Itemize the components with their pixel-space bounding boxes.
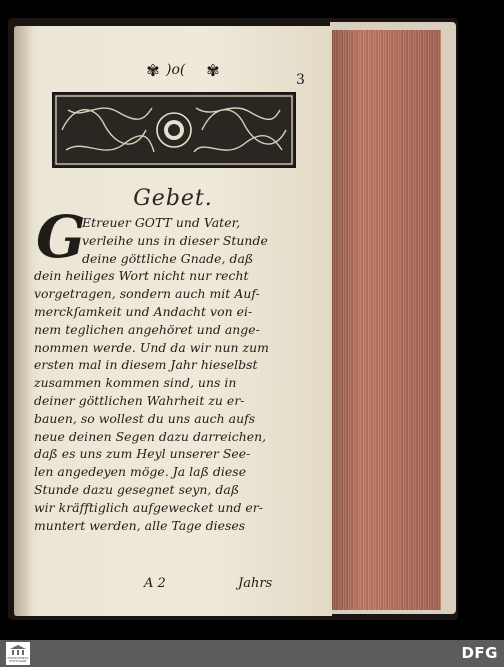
prayer-text: [34, 214, 324, 534]
woodcut-headpiece-icon: [52, 92, 296, 168]
dfg-logo[interactable]: DFG: [461, 644, 498, 662]
text-line: Stunde dazu gesegnet seyn, daß: [34, 481, 240, 497]
text-line: daß es uns zum Heyl unserer See-: [34, 446, 251, 462]
library-logo-icon[interactable]: [6, 642, 30, 665]
text-line: vorgetragen, sondern auch mit Auf-: [34, 286, 260, 302]
text-line: zusammen kommen sind, uns in: [34, 375, 237, 391]
text-line: deine göttliche Gnade, daß: [82, 250, 254, 266]
page-number: 3: [296, 72, 305, 88]
text-line: bauen, so wollest du uns auch aufs: [34, 410, 256, 426]
text-line: nommen werde. Und da wir nun zum: [34, 339, 269, 355]
text-line: ersten mal in diesem Jahr hieselbst: [34, 357, 258, 373]
header-ornament-text: )o(: [166, 62, 186, 78]
text-line: deiner göttlichen Wahrheit zu er-: [34, 392, 245, 408]
drop-capital: G: [36, 203, 86, 271]
text-line: dein heiliges Wort nicht nur recht: [34, 268, 249, 284]
fleuron-icon: ✾: [146, 61, 160, 80]
text-line: merckſamkeit und Andacht von ei-: [34, 303, 253, 319]
text-line: len angedeyen möge. Ja laß diese: [34, 464, 247, 480]
book-page: [14, 26, 332, 616]
text-line: muntert werden, alle Tage dieses: [34, 517, 246, 533]
text-line: neue deinen Segen dazu darreichen,: [34, 428, 267, 444]
fleuron-icon: ✾: [206, 61, 220, 80]
text-line: verleihe uns in dieser Stunde: [82, 232, 268, 248]
text-line: Etreuer GOTT und Vater,: [82, 215, 241, 230]
signature-mark: A 2: [144, 576, 166, 591]
viewer-footer: [0, 640, 504, 667]
text-line: nem teglichen angehöret und ange-: [34, 321, 260, 337]
page-title: Gebet.: [133, 186, 213, 211]
page-gutter: [14, 26, 32, 616]
running-header: [144, 62, 284, 84]
page-edges-shade: [328, 30, 440, 610]
text-line: wir kräfftiglich aufgewecket und er-: [34, 499, 264, 515]
catchword: Jahrs: [238, 576, 273, 591]
library-logo-text: FORSCHUNGS STUTTGART: [7, 656, 29, 663]
